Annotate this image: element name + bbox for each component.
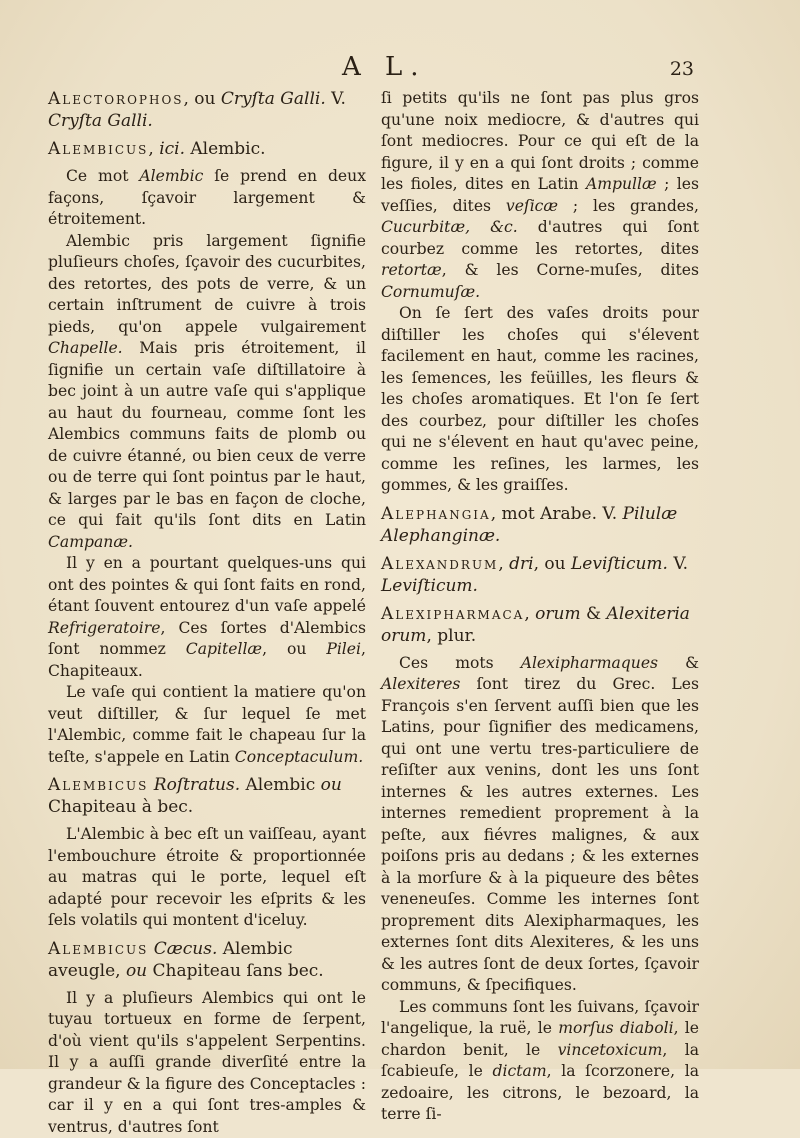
text-run: &	[658, 654, 699, 672]
italic-text: Campanæ.	[48, 533, 133, 551]
text-run: Chapiteau à bec.	[48, 797, 193, 817]
headword: Alexandrum	[381, 554, 498, 574]
italic-text: ou	[126, 961, 147, 981]
text-run: Ce mot	[66, 167, 139, 185]
italic-text: retortæ	[381, 261, 442, 279]
italic-text: Conceptaculum.	[235, 748, 363, 766]
italic-text: Pilulæ Alephanginæ.	[381, 504, 677, 546]
italic-text: orum	[535, 604, 580, 624]
text-run: , & les Corne-muſes, dites	[442, 261, 699, 279]
running-head-letters: A L.	[342, 52, 427, 82]
text-run: ,	[524, 604, 535, 624]
running-head	[0, 52, 800, 86]
text-run: , ou	[534, 554, 571, 574]
italic-text: Cucurbitæ, &c.	[381, 218, 518, 236]
italic-text: Cryſta Galli.	[221, 89, 326, 109]
entry-heading	[48, 938, 366, 982]
text-run: , le chardon benit, le	[381, 1019, 699, 1059]
text-run: &	[581, 604, 607, 624]
italic-text: vincetoxicum	[558, 1041, 663, 1059]
italic-text: dictam	[493, 1062, 547, 1080]
italic-text: Refrigeratoire	[48, 619, 160, 637]
text-run: ; les veſſies, dites	[381, 175, 699, 215]
right-column	[381, 88, 699, 1069]
entry-heading	[381, 603, 699, 647]
italic-text: morſus diaboli	[558, 1019, 673, 1037]
paragraph	[381, 303, 699, 497]
entry-heading	[381, 553, 699, 597]
text-run: ſe prend en deux façons, ſçavoir largement & étroitement.	[48, 167, 366, 228]
italic-text: dri	[509, 554, 533, 574]
paragraph	[48, 682, 366, 768]
headword: Alephangia	[381, 504, 491, 524]
text-run: L'Alembic à bec eſt un vaiſſeau, ayant l'embouchure étroite & proportionnée au matras qui le porte, lequel eſt adapté pour recevoir les eſprits & les ſels volatils qui montent d'iceluy.	[48, 825, 366, 929]
text-run: , mot Arabe. V.	[491, 504, 623, 524]
headword: Alembicus	[48, 139, 148, 159]
headword: Alembicus	[48, 939, 148, 959]
italic-text: Leviſticum.	[381, 576, 478, 596]
paragraph	[48, 824, 366, 932]
text-run: , la ſcabieuſe, le	[381, 1041, 699, 1081]
text-run: Le vaſe qui contient la matiere qu'on veut diſtiller, & ſur lequel ſe met l'Alembic, comme fait le chapeau ſur la teſte, s'appele en Latin	[48, 683, 366, 766]
paragraph	[381, 653, 699, 997]
paragraph	[381, 88, 699, 303]
text-run: V.	[668, 554, 688, 574]
text-run: Alembic.	[185, 139, 266, 159]
text-run: , ou	[184, 89, 221, 109]
text-run: Mais pris étroitement, il ſignifie un certain vaſe diſtillatoire à bec joint à un autre vaſe qui s'applique au haut du fourneau, comme ſont les Alembics communs faits de plomb ou de cuivre étanné, ou bien ceux de verre ou de terre qui ſont pointus par le haut, & larges par le bas en façon de cloche, ce qui fait qu'ils ſont dits en Latin	[48, 339, 366, 529]
paragraph	[48, 231, 366, 554]
text-run: Alembic	[240, 775, 321, 795]
italic-text: Alexipharmaques	[521, 654, 658, 672]
paragraph	[48, 553, 366, 682]
left-column	[48, 88, 366, 1069]
text-run: Alembic pris largement ſignifie pluſieurs choſes, ſçavoir des cucurbites, des retortes, des pots de verre, & un certain inſtrument de cuivre à trois pieds, qu'on appele vulgairement	[48, 232, 366, 336]
text-run: ,	[498, 554, 509, 574]
entry-heading	[48, 138, 366, 160]
headword: Alexipharmaca	[381, 604, 524, 624]
text-run: ,	[148, 139, 159, 159]
entry-heading	[48, 88, 366, 132]
text-run: Ces mots	[399, 654, 521, 672]
text-run: Alembic aveugle,	[48, 939, 293, 981]
italic-text: Ampullæ	[586, 175, 657, 193]
italic-text: ici.	[159, 139, 185, 159]
italic-text: Alexiteria orum	[381, 604, 690, 646]
text-run: , plur.	[426, 626, 476, 646]
headword: Alectorophos	[48, 89, 184, 109]
page-number: 23	[670, 58, 694, 80]
text-run: , ou	[262, 640, 326, 658]
italic-text: Capitellæ	[186, 640, 262, 658]
text-run: Il y a pluſieurs Alembics qui ont le tuyau tortueux en forme de ſerpent, d'où vient qu'ils s'appelent Serpentins. Il y a auſſi grande diverſité entre la grandeur & la figure des Conceptacles : car il y en a qui ſont tres-amples & ventrus, d'autres ſont	[48, 989, 366, 1136]
text-run: ſi petits qu'ils ne ſont pas plus gros qu'une noix mediocre, & d'autres qui ſont mediocres. Pour ce qui eſt de la figure, il y en a qui ſont droits ; comme les fioles, dites en Latin	[381, 89, 699, 193]
italic-text: Alembic	[139, 167, 203, 185]
italic-text: Alexiteres	[381, 675, 460, 693]
entry-heading	[48, 774, 366, 818]
italic-text: Chapelle.	[48, 339, 123, 357]
text-run: Chapiteau ſans bec.	[147, 961, 324, 981]
italic-text: Pilei	[326, 640, 361, 658]
italic-text: Roſtratus.	[154, 775, 240, 795]
headword: Alembicus	[48, 775, 148, 795]
text-run: , Chapiteaux.	[48, 640, 366, 680]
paragraph	[381, 997, 699, 1126]
italic-text: Cæcus.	[154, 939, 218, 959]
italic-text: Cryſta Galli.	[48, 111, 153, 131]
paragraph	[48, 166, 366, 231]
text-run: ſont tirez du Grec. Les François s'en ſervent auſſi bien que les Latins, pour ſignifier des medicamens, qui ont une vertu tres-particuliere de reſiſter aux venins, dont les uns ſont internes & les autres externes. Les internes remedient proprement à la peſte, aux fiévres malignes, & aux poiſons pris au dedans ; & les externes à la morſure & à la piqueure des bêtes veneneuſes. Comme les internes ſont proprement dits Alexipharmaques, les externes ſont dits Alexiteres, & les uns & les autres ſont de deux ſortes, ſçavoir communs, & ſpecifiques.	[381, 675, 699, 994]
paragraph	[48, 988, 366, 1138]
text-run: , Ces ſortes d'Alembics ſont nommez	[48, 619, 366, 659]
italic-text: ou	[321, 775, 342, 795]
entry-heading	[381, 503, 699, 547]
italic-text: Cornumuſæ.	[381, 283, 480, 301]
text-run: Il y en a pourtant quelques-uns qui ont des pointes & qui ſont faits en rond, étant ſouvent entourez d'un vaſe appelé	[48, 554, 366, 615]
text-run: ; les grandes,	[558, 197, 699, 215]
text-run: Les communs ſont les ſuivans, ſçavoir l'angelique, la ruë, le	[381, 998, 699, 1038]
text-run: On ſe ſert des vaſes droits pour diſtiller les choſes qui s'élevent facilement en haut, comme les racines, les ſemences, les feüilles, les fleurs & les choſes aromatiques. Et l'on ſe ſert des courbez, pour diſtiller les choſes qui ne s'élevent en haut qu'avec peine, comme les reſines, les larmes, les gommes, & les graiſſes.	[381, 304, 699, 494]
italic-text: Leviſticum.	[571, 554, 668, 574]
text-run: , la ſcorzonere, la zedoaire, les citrons, le bezoard, la terre ſi-	[381, 1062, 699, 1123]
text-run: d'autres qui ſont courbez comme les retortes, dites	[381, 218, 699, 258]
text-run: V.	[326, 89, 346, 109]
italic-text: veſicæ	[506, 197, 558, 215]
